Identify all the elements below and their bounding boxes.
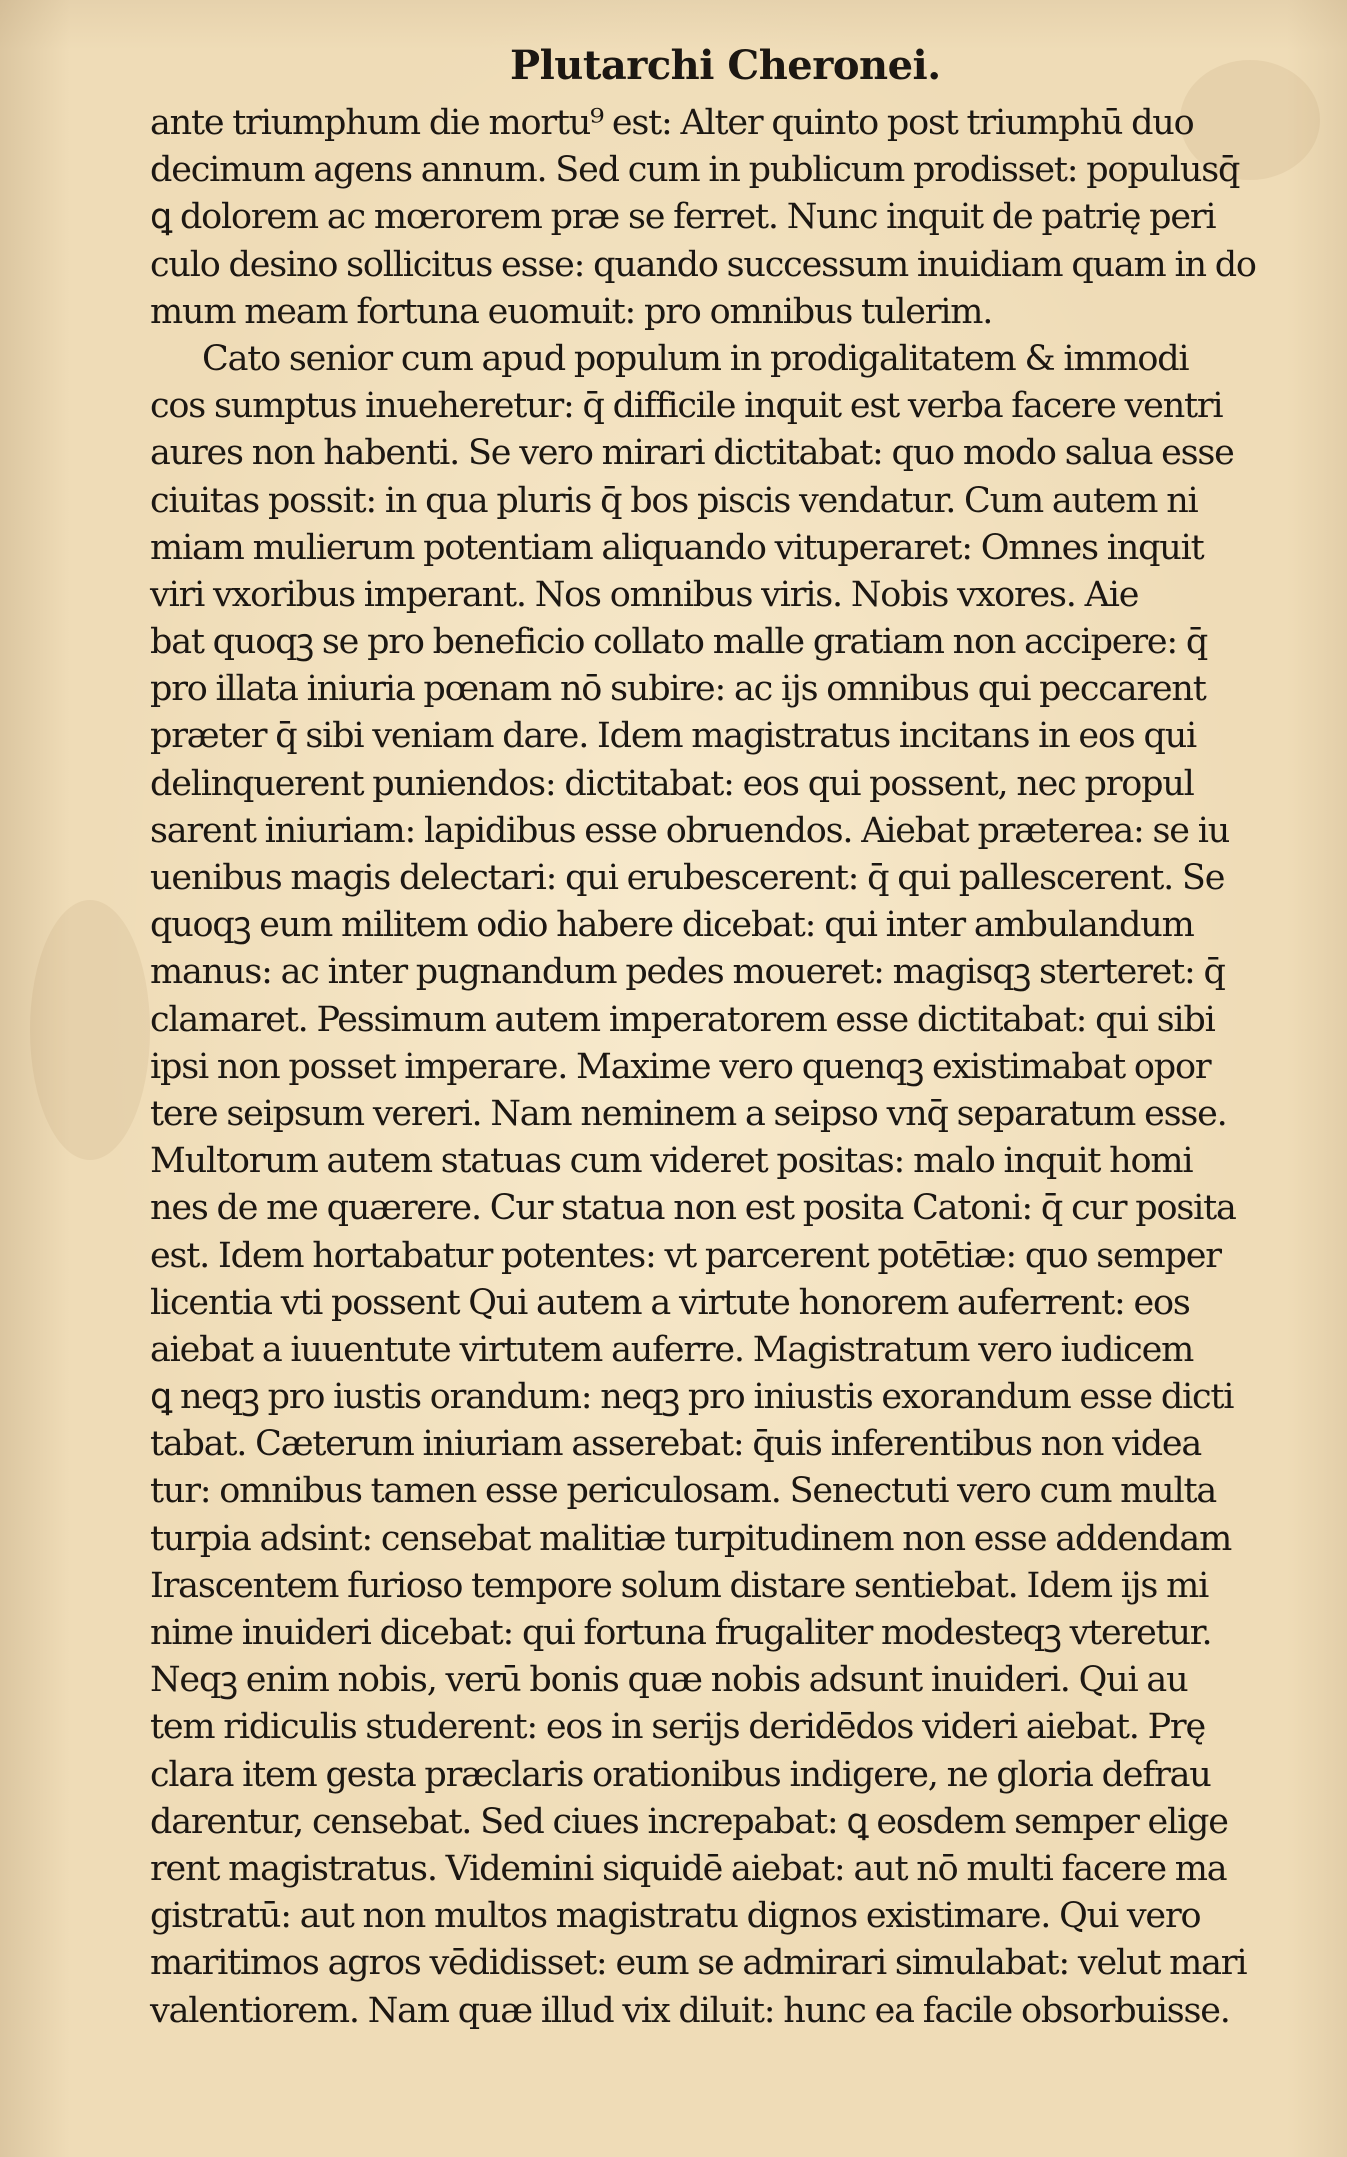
text-line: turpia adsint: censebat malitiæ turpitudinem non esse addendam <box>150 1518 1232 1559</box>
text-line: tere seipsum vereri. Nam neminem a seipso vnq̄ separatum esse. <box>150 1093 1227 1134</box>
text-line: ante triumphum die mortu⁹ est: Alter quinto post triumphū duo <box>150 103 1194 143</box>
text-line: bat quoqꝫ se pro beneficio collato malle gratiam non accipere: q̄ <box>150 622 1208 663</box>
text-line: Irascentem furioso tempore solum distare sentiebat. Idem ijs mi <box>150 1565 1209 1606</box>
running-head: Plutarchi Cheronei. <box>510 42 941 89</box>
text-line: pro illata iniuria pœnam nō subire: ac ijs omnibus qui peccarent <box>150 669 1206 710</box>
text-line: uenibus magis delectari: qui erubescerent: q̄ qui pallescerent. Se <box>150 858 1225 898</box>
text-line: cos sumptus inueheretur: q̄ difficile inquit est verba facere ventri <box>150 386 1223 427</box>
text-line: est. Idem hortabatur potentes: vt parcerent potētiæ: quo semper <box>150 1235 1221 1276</box>
text-line: licentia vti possent Qui autem a virtute honorem auferrent: eos <box>150 1282 1190 1323</box>
text-line: clara item gesta præclaris orationibus indigere, ne gloria defrau <box>150 1754 1211 1795</box>
text-line: tem ridiculis studerent: eos in serijs deridēdos videri aiebat. Prę <box>150 1707 1205 1748</box>
text-line: delinquerent puniendos: dictitabat: eos qui possent, nec propul <box>150 763 1194 804</box>
text-line: ciuitas possit: in qua pluris q̄ bos piscis vendatur. Cum autem ni <box>150 480 1198 521</box>
text-line: aures non habenti. Se vero mirari dictitabat: quo modo salua esse <box>150 433 1234 474</box>
text-line: decimum agens annum. Sed cum in publicum prodisset: populusq̄ <box>150 150 1240 191</box>
text-line: nes de me quærere. Cur statua non est posita Catoni: q̄ cur posita <box>150 1188 1236 1229</box>
text-line: manus: ac inter pugnandum pedes moueret: magisqꝫ sterteret: q̄ <box>150 952 1225 993</box>
text-line: Multorum autem statuas cum videret positas: malo inquit homi <box>150 1141 1193 1182</box>
text-line: sarent iniuriam: lapidibus esse obruendos. Aiebat præterea: se iu <box>150 810 1230 851</box>
text-line: valentiorem. Nam quæ illud vix diluit: hunc ea facile obsorbuisse. <box>150 1990 1230 2031</box>
text-line: culo desino sollicitus esse: quando successum inuidiam quam in do <box>150 244 1256 285</box>
text-line: ꝗ dolorem ac mœrorem præ se ferret. Nunc inquit de patrię peri <box>150 197 1216 238</box>
text-line: præter q̄ sibi veniam dare. Idem magistratus incitans in eos qui <box>150 716 1197 757</box>
paragraph-start-line: Cato senior cum apud populum in prodigalitatem & immodi <box>202 338 1189 379</box>
text-line: darentur, censebat. Sed ciues increpabat: ꝗ eosdem semper elige <box>150 1801 1228 1842</box>
text-line: tur: omnibus tamen esse periculosam. Senectuti vero cum multa <box>150 1471 1217 1512</box>
text-line: nime inuideri dicebat: qui fortuna frugaliter modesteqꝫ vteretur. <box>150 1613 1212 1653</box>
text-line: ꝗ neqꝫ pro iustis orandum: neqꝫ pro iniustis exorandum esse dicti <box>150 1377 1234 1418</box>
text-line: aiebat a iuuentute virtutem auferre. Magistratum vero iudicem <box>150 1329 1194 1370</box>
text-line: clamaret. Pessimum autem imperatorem esse dictitabat: qui sibi <box>150 999 1215 1040</box>
text-line: mum meam fortuna euomuit: pro omnibus tulerim. <box>150 291 993 332</box>
text-line: ipsi non posset imperare. Maxime vero quenqꝫ existimabat opor <box>150 1046 1211 1087</box>
text-line: tabat. Cæterum iniuriam asserebat: q̄uis inferentibus non videa <box>150 1424 1202 1465</box>
paper-stain <box>30 900 150 1160</box>
text-line: Neqꝫ enim nobis, verū bonis quæ nobis adsunt inuideri. Qui au <box>150 1660 1188 1701</box>
text-line: viri vxoribus imperant. Nos omnibus viris. Nobis vxores. Aie <box>150 574 1139 615</box>
text-line: rent magistratus. Videmini siquidē aiebat: aut nō multi facere ma <box>150 1848 1227 1889</box>
text-line: quoqꝫ eum militem odio habere dicebat: qui inter ambulandum <box>150 905 1194 946</box>
text-line: gistratū: aut non multos magistratu dignos existimare. Qui vero <box>150 1896 1201 1937</box>
text-line: miam mulierum potentiam aliquando vituperaret: Omnes inquit <box>150 527 1204 568</box>
text-line: maritimos agros vēdidisset: eum se admirari simulabat: velut mari <box>150 1943 1247 1984</box>
body-text <box>150 100 1335 2035</box>
